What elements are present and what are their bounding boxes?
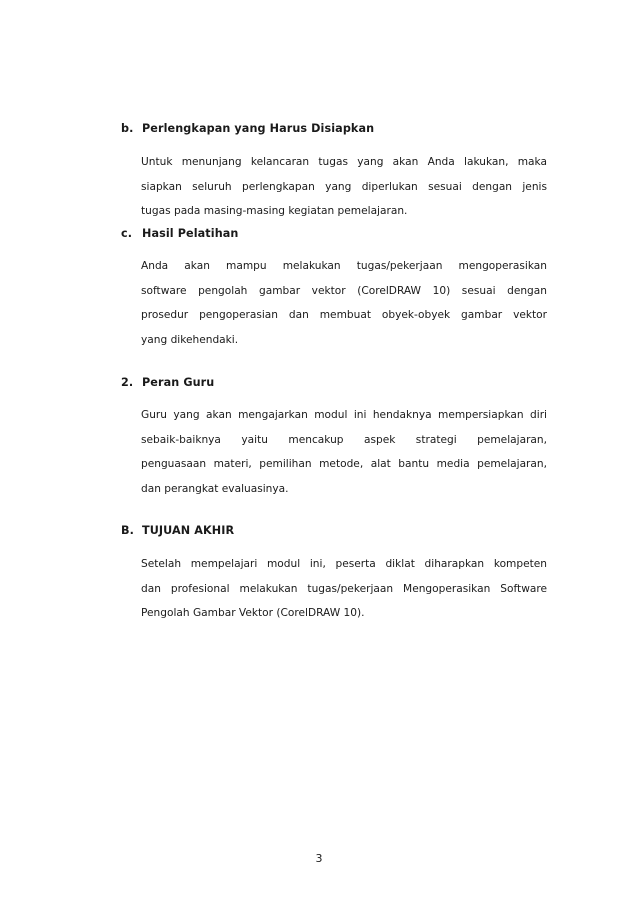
paragraph-line: siapkan seluruh perlengkapan yang diperlukan sesuai dengan jenis (141, 180, 547, 193)
section-heading-b (121, 122, 374, 135)
paragraph-line: tugas pada masing-masing kegiatan pemelajaran. (141, 205, 408, 217)
section-number: B. (121, 524, 134, 537)
paragraph-line: Guru yang akan mengajarkan modul ini hendaknya mempersiapkan diri (141, 409, 547, 421)
page-number: 3 (315, 852, 323, 865)
paragraph-line: yang dikehendaki. (141, 333, 239, 346)
paragraph-line: penguasaan materi, pemilihan metode, alat bantu media pemelajaran, (141, 458, 547, 470)
paragraph-line: dan profesional melakukan tugas/pekerjaan Mengoperasikan Software (141, 582, 547, 595)
section-title: Peran Guru (142, 376, 215, 389)
paragraph-line: software pengolah gambar vektor (CorelDRAW 10) sesuai dengan (141, 284, 547, 297)
paragraph-line: Setelah mempelajari modul ini, peserta diklat diharapkan kompeten (141, 558, 547, 570)
paragraph-line: prosedur pengoperasian dan membuat obyek-obyek gambar vektor (141, 309, 547, 321)
paragraph-line: dan perangkat evaluasinya. (141, 482, 289, 495)
paragraph-line: sebaik-baiknya yaitu mencakup aspek strategi pemelajaran, (141, 433, 547, 446)
section-heading-B (121, 524, 234, 537)
paragraph-line: Anda akan mampu melakukan tugas/pekerjaan mengoperasikan (141, 260, 547, 272)
section-number: b. (121, 122, 134, 135)
section-paragraph-c (141, 254, 547, 352)
paragraph-line: Pengolah Gambar Vektor (CorelDRAW 10). (141, 607, 365, 619)
section-paragraph-b (141, 150, 547, 224)
paragraph-line: Untuk menunjang kelancaran tugas yang akan Anda lakukan, maka (141, 156, 547, 168)
section-number: 2. (121, 376, 134, 389)
section-heading-c (121, 227, 238, 240)
section-paragraph-B (141, 552, 547, 626)
section-title: TUJUAN AKHIR (142, 524, 235, 537)
section-heading-2 (121, 376, 214, 389)
section-number: c. (121, 227, 133, 240)
section-title: Perlengkapan yang Harus Disiapkan (142, 122, 375, 135)
section-paragraph-2 (141, 403, 547, 501)
section-title: Hasil Pelatihan (142, 227, 239, 240)
